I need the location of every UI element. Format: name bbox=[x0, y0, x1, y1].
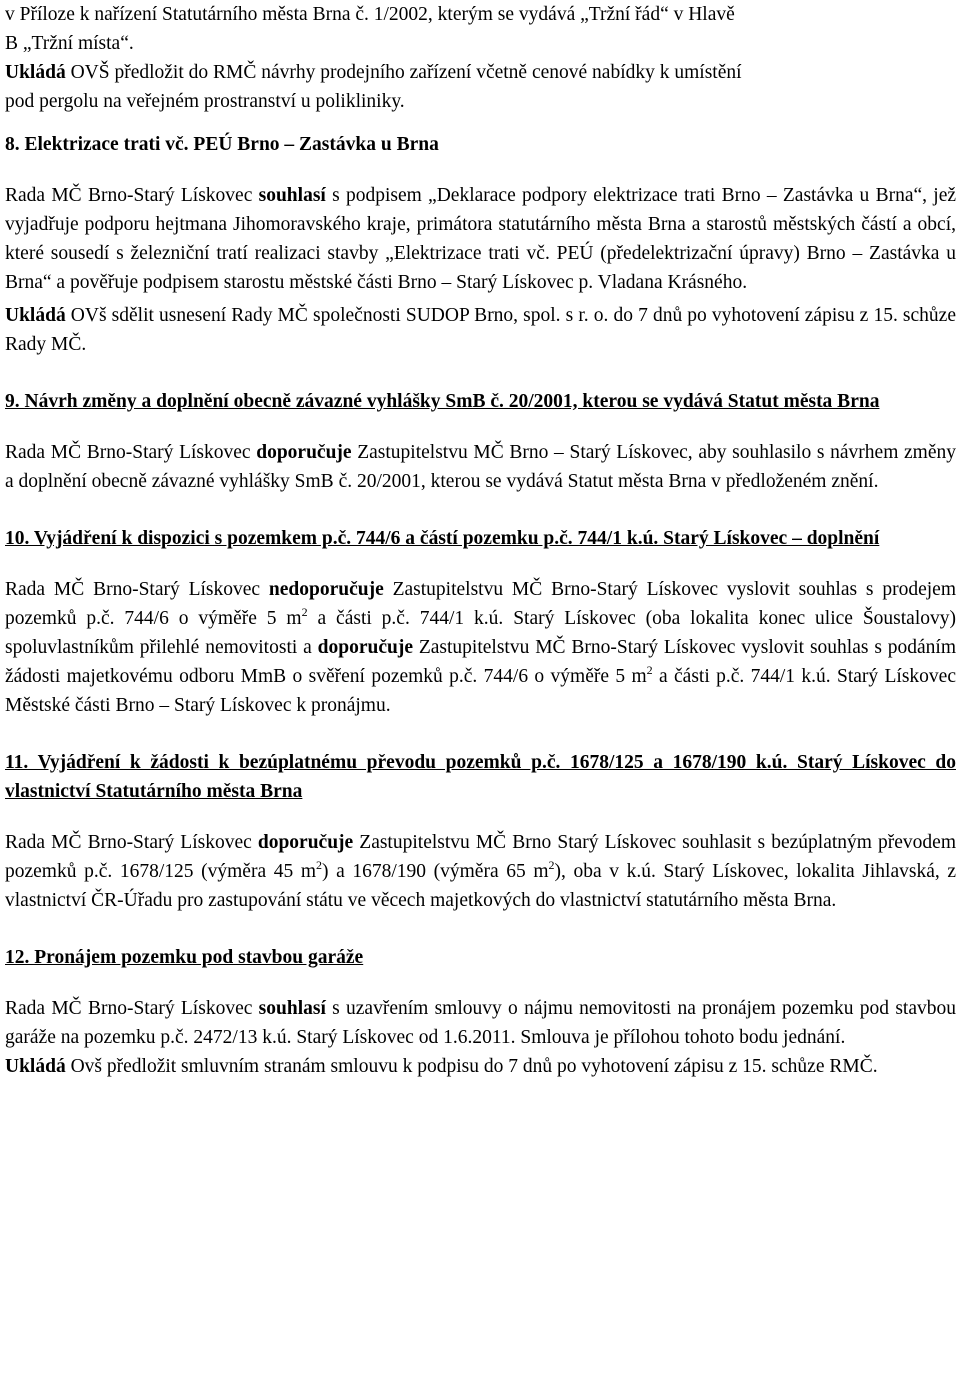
s8-text-a: Rada MČ Brno-Starý Lískovec bbox=[5, 185, 259, 206]
s10-keyword-1: nedoporučuje bbox=[268, 579, 384, 600]
s10-keyword-2: doporučuje bbox=[317, 637, 413, 658]
s12-keyword: souhlasí bbox=[258, 998, 326, 1019]
s10-sup-2: 2 bbox=[646, 663, 653, 677]
s12-uklada: Ukládá bbox=[5, 1056, 66, 1077]
section-10-paragraph-1 bbox=[5, 575, 956, 720]
s11-text-a: Rada MČ Brno-Starý Lískovec bbox=[5, 832, 258, 853]
section-8-heading: 8. Elektrizace trati vč. PEÚ Brno – Zastávka u Brna bbox=[5, 134, 439, 155]
s10-text-c: Zastupitelstvu MČ Brno-Starý Lískovec vyslovit souhlas s prodejem pozemků p.č. 744/6 o výměře 5 m bbox=[5, 579, 956, 629]
s12-text-2: Ovš předložit smluvním stranám smlouvu k podpisu do 7 dnů po vyhotovení zápisu z 15. schůze RMČ. bbox=[65, 1056, 878, 1077]
s9-keyword: doporučuje bbox=[256, 442, 352, 463]
section-10-heading: 10. Vyjádření k dispozici s pozemkem p.č. 744/6 a částí pozemku p.č. 744/1 k.ú. Starý Lískovec – doplnění bbox=[5, 528, 880, 549]
s10-text-g: a části p.č. 744/1 k.ú. Starý Lískovec Městské části Brno – Starý Lískovec k pronájmu. bbox=[5, 666, 956, 716]
s12-text-c: s uzavřením smlouvy o nájmu nemovitosti na pronájem pozemku pod stavbou garáže na pozemku p.č. 2472/13 k.ú. Starý Lískovec od 1.6.2011. Smlouva je přílohou tohoto bodu jednání. bbox=[5, 998, 956, 1048]
intro-line-3 bbox=[5, 58, 956, 87]
s11-text-c: Zastupitelstvu MČ Brno Starý Lískovec souhlasit s bezúplatným převodem pozemků p.č. 1678/125 (výměra 45 m bbox=[5, 832, 956, 882]
intro-block bbox=[5, 0, 956, 116]
s9-text-a: Rada MČ Brno-Starý Lískovec bbox=[5, 442, 257, 463]
s10-text-f: Zastupitelstvu MČ Brno-Starý Lískovec vyslovit souhlas s podáním žádosti majetkovému odboru MmB o svěření pozemků p.č. 744/6 o výměře 5 m bbox=[5, 637, 957, 687]
s8-keyword: souhlasí bbox=[258, 185, 326, 206]
intro-line-1: v Příloze k nařízení Statutárního města Brna č. 1/2002, kterým se vydává „Tržní řád“ v Hlavě bbox=[5, 4, 735, 25]
intro-line-4: pod pergolu na veřejném prostranství u polikliniky. bbox=[5, 91, 405, 112]
section-11-heading: 11. Vyjádření k žádosti k bezúplatnému převodu pozemků p.č. 1678/125 a 1678/190 k.ú. Starý Lískovec do vlastnictví Statutárního města Brna bbox=[5, 752, 956, 802]
s11-sup-2: 2 bbox=[548, 858, 555, 872]
s11-sup-1: 2 bbox=[316, 858, 322, 872]
intro-line-3-text: OVŠ předložit do RMČ návrhy prodejního zařízení včetně cenové nabídky k umístění bbox=[65, 62, 742, 83]
s11-keyword: doporučuje bbox=[257, 832, 354, 853]
s11-text-e: ), oba v k.ú. Starý Lískovec, lokalita Jihlavská, z vlastnictví ČR-Úřadu pro zastupování státu ve věcech majetkových do vlastnictví statutárního města Brna. bbox=[5, 861, 957, 911]
section-11-paragraph-1 bbox=[5, 828, 956, 915]
s8-uklada: Ukládá bbox=[5, 305, 66, 326]
section-12-heading: 12. Pronájem pozemku pod stavbou garáže bbox=[5, 947, 364, 968]
s12-text-a: Rada MČ Brno-Starý Lískovec bbox=[5, 998, 259, 1019]
s8-text-2: OVš sdělit usnesení Rady MČ společnosti SUDOP Brno, spol. s r. o. do 7 dnů po vyhotovení zápisu z 15. schůze Rady MČ. bbox=[5, 305, 956, 355]
s9-text-c: Zastupitelstvu MČ Brno – Starý Lískovec, aby souhlasilo s návrhem změny a doplnění obecně závazné vyhlášky SmB č. 20/2001, kterou se vydává Statut města Brna v předloženém znění. bbox=[5, 442, 957, 492]
uklada-label: Ukládá bbox=[5, 62, 66, 83]
section-9-paragraph-1 bbox=[5, 438, 956, 496]
section-8-paragraph-2 bbox=[5, 301, 956, 359]
intro-line-2: B „Tržní místa“. bbox=[5, 33, 134, 54]
s8-text-c: s podpisem „Deklarace podpory elektrizace trati Brno – Zastávka u Brna“, jež vyjadřuje podporu hejtmana Jihomoravského kraje, primátora statutárního města Brna a starostů městských částí a obcí, které sousedí s železniční tratí realizaci stavby „Elektrizace trati vč. PEÚ (předelektrizační úpravy) Brno – Zastávka u Brna“ a pověřuje podpisem starostu městské části Brno – Starý Lískovec p. Vladana Krásného. bbox=[5, 185, 956, 293]
s10-text-a: Rada MČ Brno-Starý Lískovec bbox=[5, 579, 269, 600]
document-page bbox=[5, 0, 956, 1081]
s10-text-d: a části p.č. 744/1 k.ú. Starý Lískovec (oba lokalita konec ulice Šoustalovy) spoluvlastníkům přilehlé nemovitosti a bbox=[5, 608, 956, 658]
section-9-heading: 9. Návrh změny a doplnění obecně závazné vyhlášky SmB č. 20/2001, kterou se vydává Statut města Brna bbox=[5, 391, 880, 412]
section-8-paragraph-1 bbox=[5, 181, 956, 297]
s11-text-d: ) a 1678/190 (výměra 65 m bbox=[322, 861, 549, 882]
section-12-paragraph-2 bbox=[5, 1052, 956, 1081]
s10-sup-1: 2 bbox=[301, 605, 308, 619]
section-12-paragraph-1 bbox=[5, 994, 956, 1052]
